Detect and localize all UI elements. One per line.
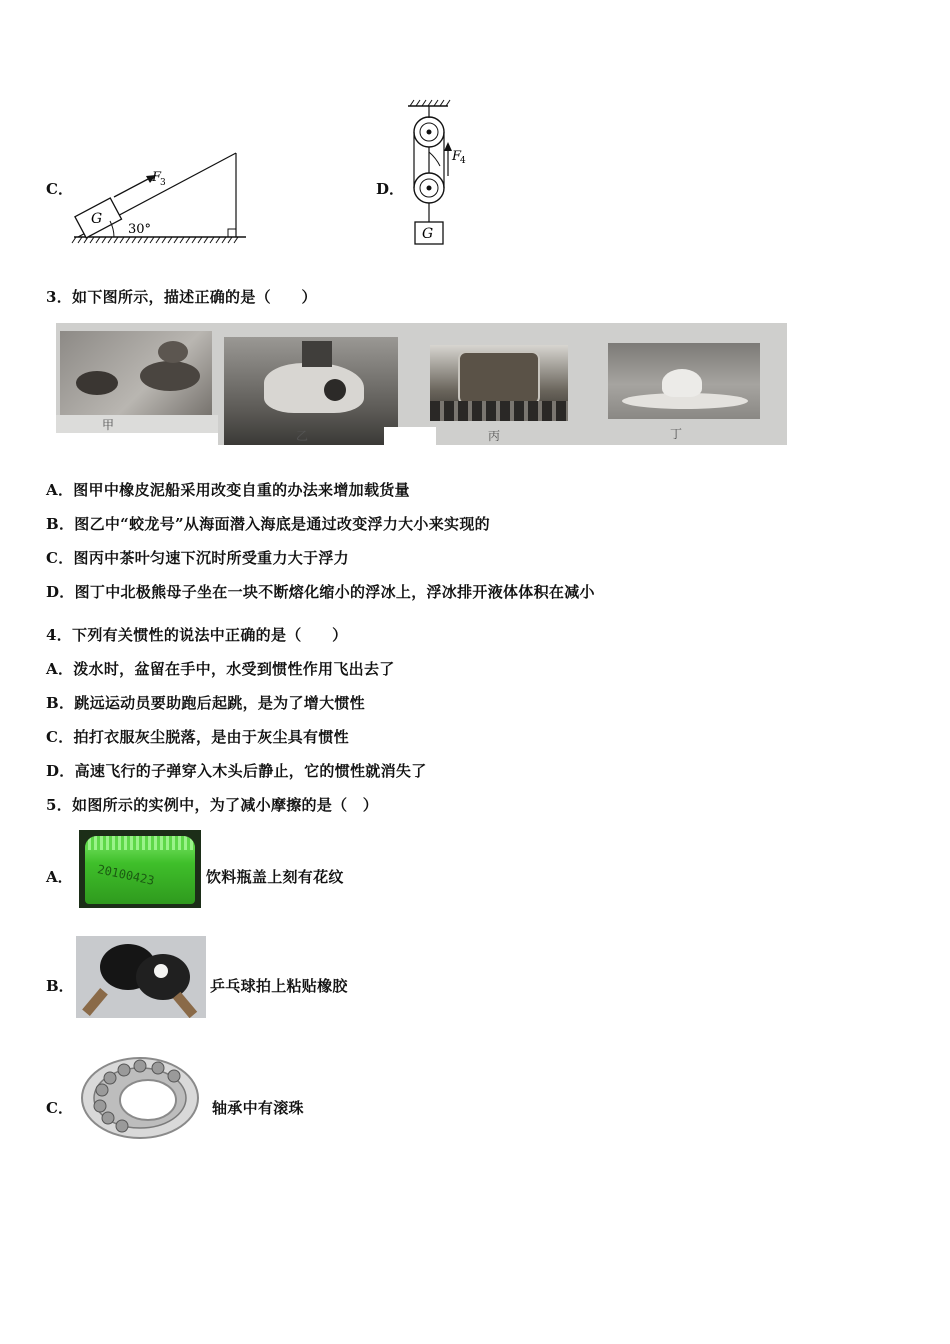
force-f3-sub: 3 [160,178,166,188]
q5-option-a-text: 饮料瓶盖上刻有花纹 [206,868,344,886]
q4-option-b: B．跳远运动员要助跑后起跳，是为了增大惯性 [46,694,365,712]
pulley-diagram [400,96,490,252]
tea-cup-photo [430,345,568,421]
q5-stem: 5．如图所示的实例中，为了减小摩擦的是（ ） [46,796,379,814]
q4-option-c: C．拍打衣服灰尘脱落，是由于灰尘具有惯性 [46,728,349,746]
weight-g-c: G [91,211,103,227]
q3-option-d: D．图丁中北极熊母子坐在一块不断熔化缩小的浮冰上，浮冰排开液体体积在减小 [46,583,595,601]
rubber-boat-photo [60,331,212,415]
q3-option-a: A．图甲中橡皮泥船采用改变自重的办法来增加载货量 [46,481,410,499]
q2-option-c-label: C． [46,180,73,198]
force-f4-label: F [452,149,462,164]
q5-option-b-text: 乒乓球拍上粘贴橡胶 [210,977,348,995]
image-label-yi: 乙 [296,429,309,443]
bottle-cap-text: 20100423 [96,862,156,888]
q5-option-a-label: A． [46,868,73,886]
angle-label: 30° [128,222,152,237]
q3-option-c: C．图丙中茶叶匀速下沉时所受重力大于浮力 [46,549,349,567]
image-label-jia: 甲 [102,418,115,432]
q5-option-c-label: C． [46,1099,73,1117]
polar-bear-photo [608,343,760,419]
q5-option-c-text: 轴承中有滚珠 [212,1099,304,1117]
q2-option-d-label: D． [376,180,405,198]
incline-diagram [68,145,250,245]
ping-pong-paddle-photo [76,936,206,1018]
force-f4-sub: 4 [460,156,466,166]
force-f3-label: F [152,170,162,185]
image-label-bing: 丙 [488,429,501,443]
q3-stem: 3．如下图所示，描述正确的是（ ） [46,288,317,306]
bottle-cap-photo [79,830,201,908]
q3-photo-strip [56,323,787,445]
weight-g-d: G [422,226,434,242]
submarine-photo [224,337,398,445]
q5-option-b-label: B． [46,977,74,995]
ball-bearing-photo [78,1050,202,1142]
q4-stem: 4．下列有关惯性的说法中正确的是（ ） [46,626,348,644]
q4-option-a: A．泼水时，盆留在手中，水受到惯性作用飞出去了 [46,660,395,678]
q3-option-b: B．图乙中“蛟龙号”从海面潜入海底是通过改变浮力大小来实现的 [46,515,490,533]
image-label-ding: 丁 [670,427,683,441]
q4-option-d: D．高速飞行的子弹穿入木头后静止，它的惯性就消失了 [46,762,427,780]
